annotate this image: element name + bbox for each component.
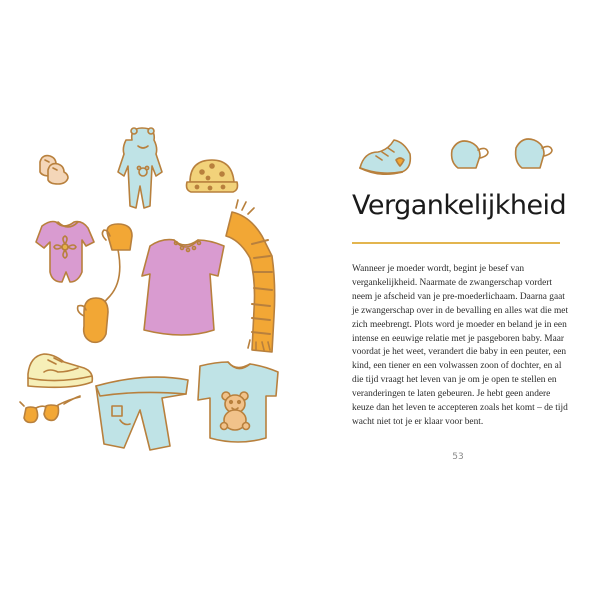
page-title: Vergankelijkheid xyxy=(352,190,567,221)
baby-romper-hood-icon xyxy=(118,128,162,208)
page-number: 53 xyxy=(452,452,464,462)
dress-icon xyxy=(142,240,224,335)
mitten-right-icon xyxy=(516,139,552,168)
mitten-left-icon xyxy=(452,141,488,168)
onesie-icon xyxy=(36,222,94,283)
sunglasses-icon xyxy=(20,396,80,423)
sneaker-icon xyxy=(28,354,92,387)
baby-booties-icon xyxy=(40,156,68,184)
knit-hat-icon xyxy=(187,160,238,192)
body-paragraph: Wanneer je moeder wordt, begint je besef van vergankelijkheid. Naarmate de zwangerschap vordert neem je afscheid van je pre-moederlichaam. Daarna gaat je zwangerschap over in de bevalling en alles wat die met zich meebrengt. Plots word je moeder en beland je in een intense en eeuwige relatie met je pasgeboren baby. Maar voordat je het weet, verandert die baby in een peuter, een kind, een tiener en een volwassen zoon of dochter, en al die tijd vraagt het leven van je om je open te stellen en veranderingen te laten gebeuren. Je hebt geen andere keuze dan het leven te accepteren zoals het komt – de tijd wacht niet tot je er klaar voor bent. xyxy=(352,264,569,427)
title-divider xyxy=(352,242,560,244)
small-sneaker-icon xyxy=(360,140,410,174)
striped-scarf-icon xyxy=(226,200,275,352)
trousers-icon xyxy=(96,377,188,450)
teddy-tshirt-icon xyxy=(198,362,278,442)
